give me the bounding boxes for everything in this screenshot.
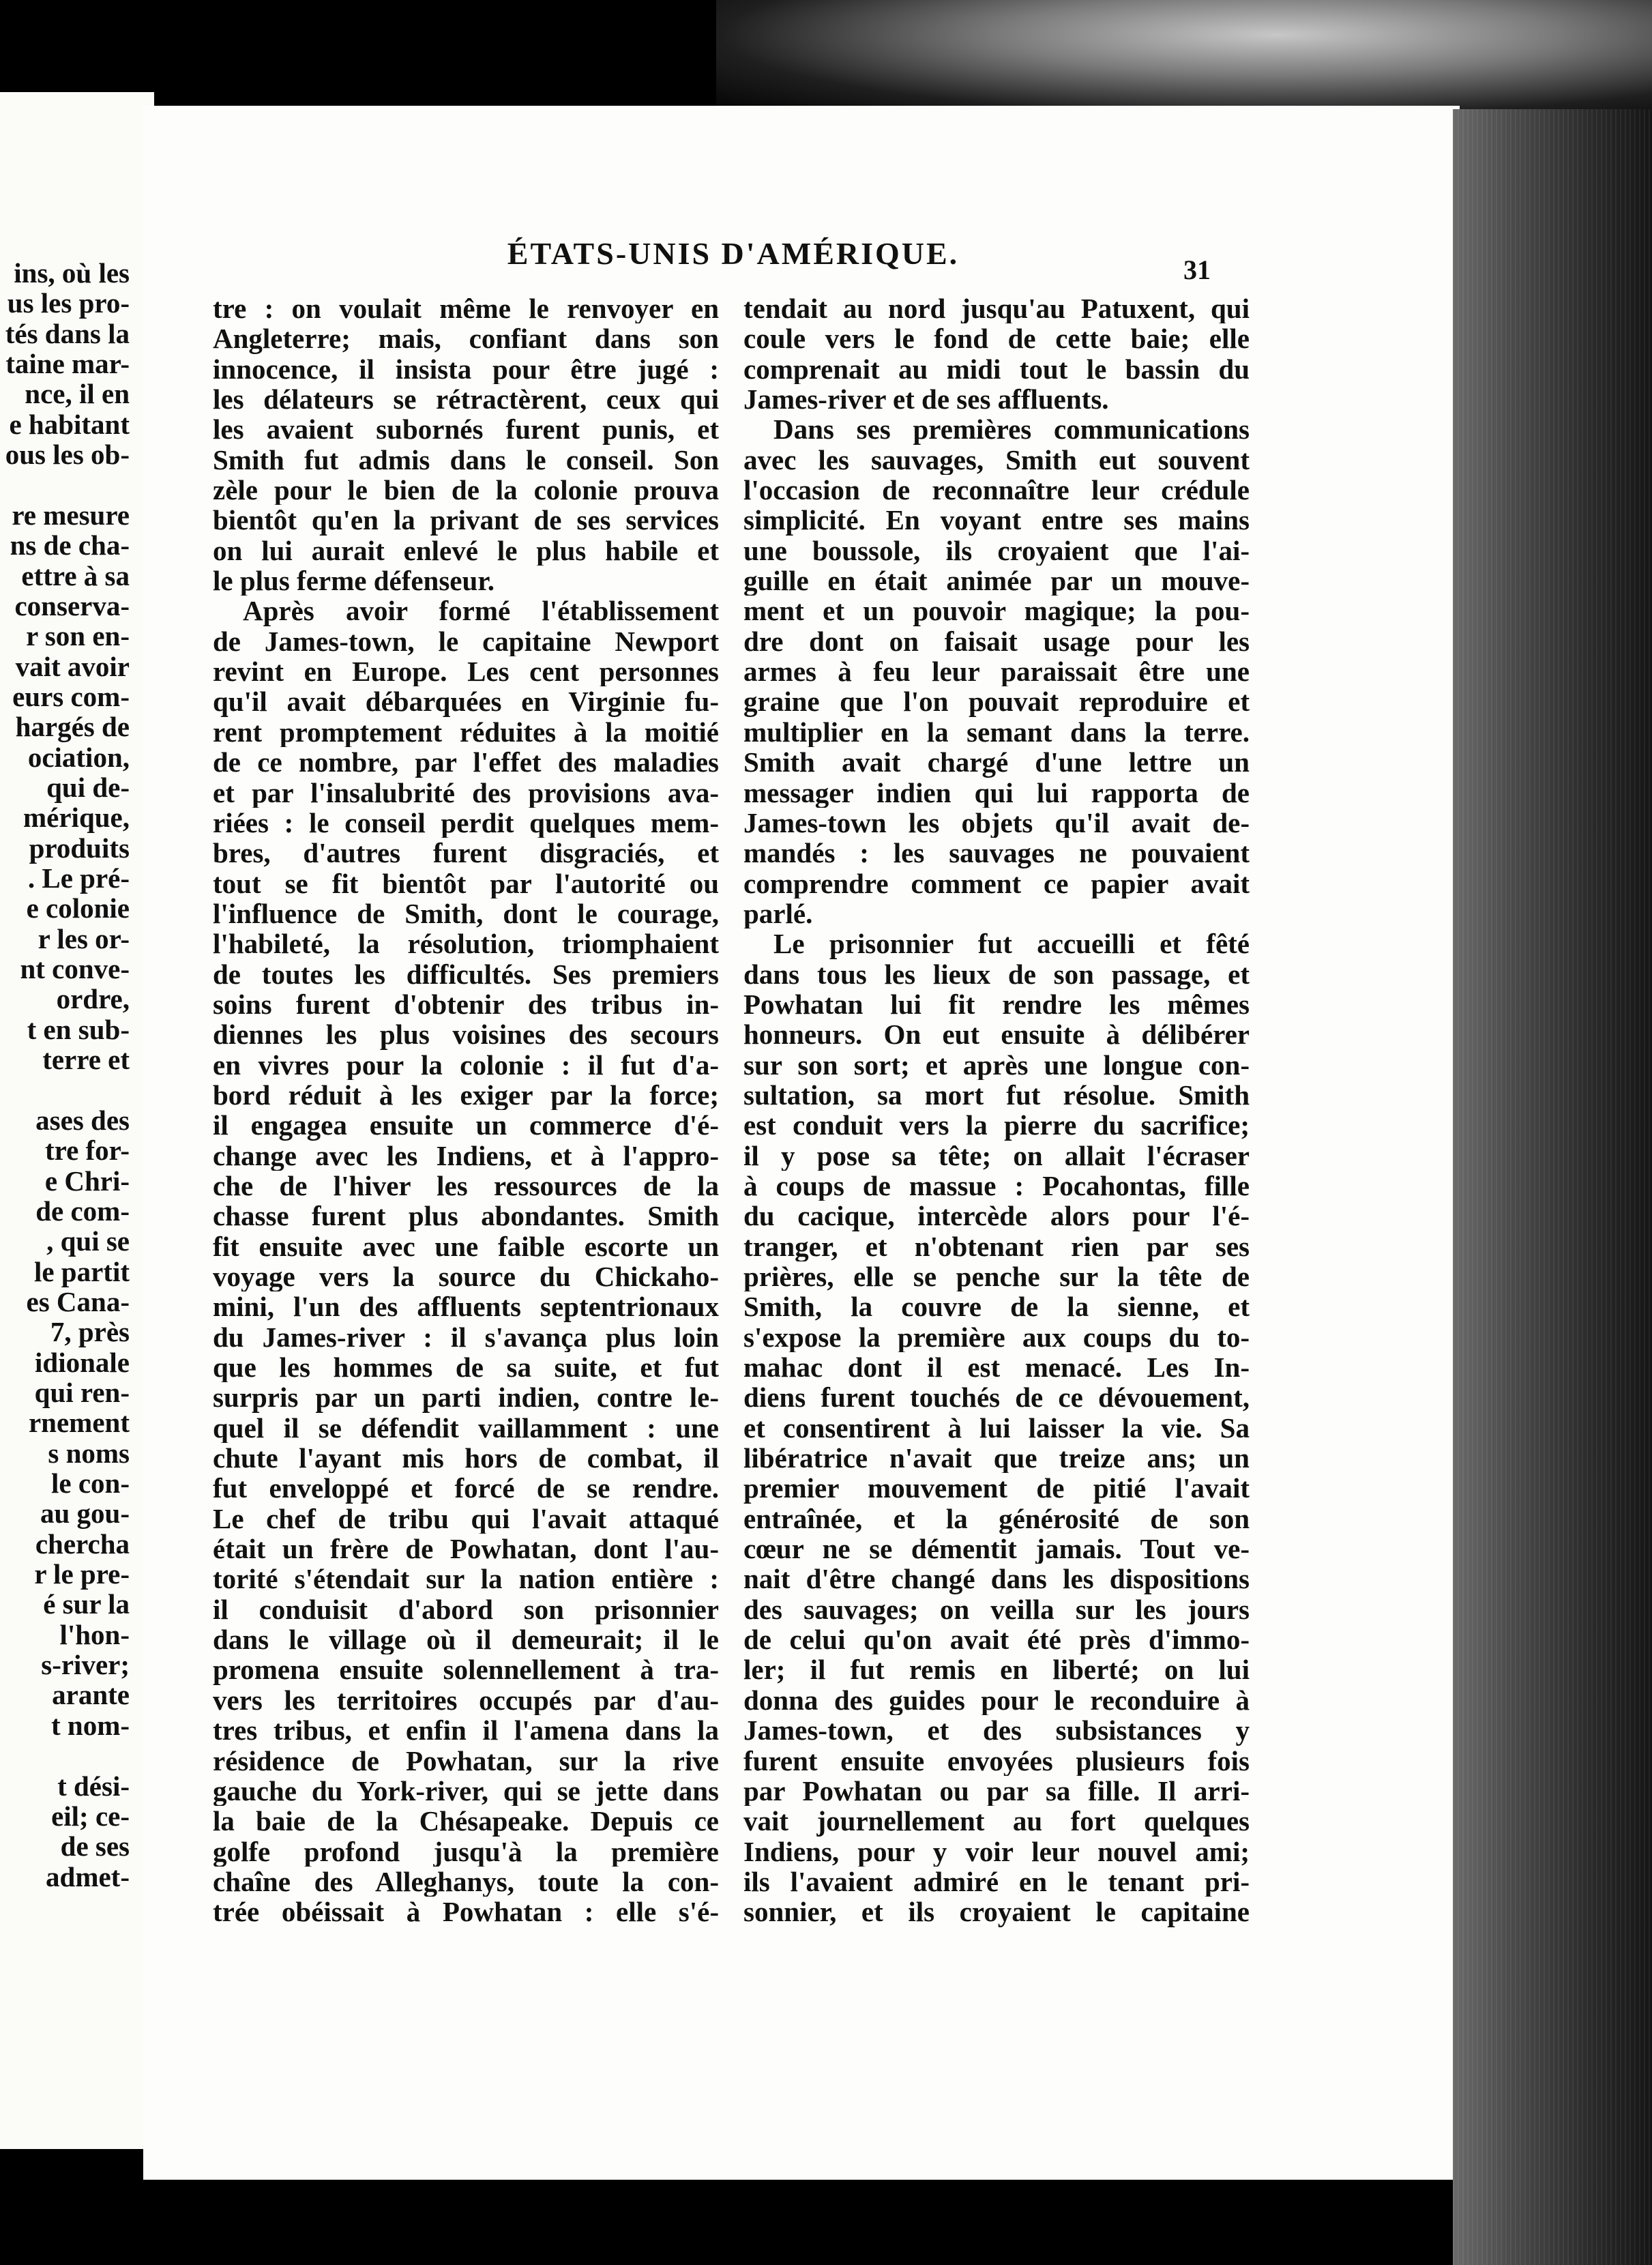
text-line: trée obéissait à Powhatan : elle s'é- — [213, 1897, 719, 1927]
text-line: graine que l'on pouvait reproduire et — [743, 686, 1250, 717]
facing-page-line: l'hon- — [59, 1618, 130, 1650]
facing-page-line: ettre à sa — [21, 559, 130, 591]
facing-page-line: admet- — [46, 1860, 130, 1893]
text-line: Indiens, pour y voir leur nouvel ami; — [743, 1836, 1250, 1867]
text-line: chute l'ayant mis hors de combat, il — [213, 1443, 719, 1474]
text-line: bientôt qu'en la privant de ses services — [213, 505, 719, 536]
text-line: golfe profond jusqu'à la première — [213, 1836, 719, 1867]
facing-page-line: é sur la — [43, 1588, 130, 1620]
facing-page-line: es Cana- — [26, 1285, 130, 1317]
facing-page-line: idionale — [35, 1346, 130, 1378]
text-line: ler; il fut remis en liberté; on lui — [743, 1654, 1250, 1685]
text-line: sonnier, et ils croyaient le capitaine — [743, 1897, 1250, 1927]
text-line: mahac dont il est menacé. Les In- — [743, 1352, 1250, 1383]
text-line: messager indien qui lui rapporta de — [743, 777, 1250, 808]
text-line: James-town, et des subsistances y — [743, 1715, 1250, 1746]
text-line: gauche du York-river, qui se jette dans — [213, 1775, 719, 1807]
facing-page-line: tés dans la — [5, 317, 130, 349]
facing-page-line: vait avoir — [15, 650, 130, 682]
facing-page-line: le partit — [33, 1255, 130, 1287]
facing-page-line: qui ren- — [34, 1376, 130, 1408]
text-line: James-town les objets qu'il avait de- — [743, 807, 1250, 838]
facing-page-line: e colonie — [26, 892, 130, 924]
text-line: change avec les Indiens, et à l'appro- — [213, 1140, 719, 1171]
text-line: ment et un pouvoir magique; la pou- — [743, 596, 1250, 626]
text-line: mini, l'un des affluents septentrionaux — [213, 1291, 719, 1322]
facing-page-line: us les pro- — [7, 287, 130, 319]
text-line: la baie de la Chésapeake. Depuis ce — [213, 1806, 719, 1837]
text-line: s'expose la première aux coups du to- — [743, 1321, 1250, 1353]
text-line: surpris par un parti indien, contre le- — [213, 1382, 719, 1413]
text-line: innocence, il insista pour être jugé : — [213, 353, 719, 385]
text-line: on lui aurait enlevé le plus habile et — [213, 535, 719, 566]
text-line: des sauvages; on veilla sur les jours — [743, 1594, 1250, 1625]
facing-page-line: r son en- — [26, 620, 130, 652]
facing-page-line: au gou- — [40, 1497, 130, 1530]
text-line: parlé. — [743, 898, 813, 929]
text-line: du James-river : il s'avança plus loin — [213, 1321, 719, 1353]
text-line: est conduit vers la pierre du sacrifice; — [743, 1110, 1250, 1141]
text-line: James-river et de ses affluents. — [743, 384, 1109, 415]
text-line: promena ensuite solennellement à tra- — [213, 1654, 719, 1685]
text-line: coule vers le fond de cette baie; elle — [743, 323, 1250, 354]
text-line: tre : on voulait même le renvoyer en — [213, 293, 719, 324]
text-line: ils l'avaient admiré en le tenant pri- — [743, 1866, 1250, 1897]
text-line: nait d'être changé dans les dispositions — [743, 1564, 1250, 1594]
text-line: comprenait au midi tout le bassin du — [743, 353, 1250, 385]
text-line: vers les territoires occupés par d'au- — [213, 1684, 719, 1716]
text-line: mandés : les sauvages ne pouvaient — [743, 838, 1250, 868]
text-line: l'influence de Smith, dont le courage, — [213, 898, 719, 929]
facing-page-line: ociation, — [27, 741, 130, 773]
text-line: et consentirent à lui laisser la vie. Sa — [743, 1412, 1250, 1444]
facing-page-line: t nom- — [50, 1709, 130, 1741]
page-edges-texture — [1453, 109, 1652, 2265]
facing-page-line: r le pre- — [34, 1558, 130, 1590]
text-line: comprendre comment ce papier avait — [743, 868, 1250, 898]
page-number: 31 — [1183, 254, 1211, 285]
text-line: chasse furent plus abondantes. Smith — [213, 1201, 719, 1231]
text-line: tranger, et n'obtenant rien par ses — [743, 1231, 1250, 1261]
facing-page-line: , qui se — [46, 1225, 130, 1257]
text-line: Dans ses premières communications — [773, 414, 1250, 445]
text-line: bord réduit à les exiger par la force; — [213, 1079, 719, 1111]
text-line: simplicité. En voyant entre ses mains — [743, 505, 1250, 536]
text-line: rent promptement réduites à la moitié — [213, 716, 719, 748]
text-line: Smith, la couvre de la sienne, et — [743, 1291, 1250, 1322]
facing-page-line: s noms — [48, 1437, 130, 1469]
text-line: cœur ne se démentit jamais. Tout ve- — [743, 1534, 1250, 1564]
text-column-right — [743, 293, 1250, 1927]
running-head: ÉTATS-UNIS D'AMÉRIQUE. — [507, 236, 960, 271]
facing-page-line: de com- — [35, 1195, 130, 1227]
text-line: donna des guides pour le reconduire à — [743, 1684, 1250, 1716]
text-line: tendait au nord jusqu'au Patuxent, qui — [743, 293, 1250, 324]
text-line: Smith avait chargé d'une lettre un — [743, 747, 1250, 778]
facing-page-line: . Le pré- — [27, 862, 130, 894]
facing-page-line: s-river; — [41, 1649, 130, 1681]
facing-page-line: qui de- — [46, 771, 130, 803]
text-line: les avaient subornés furent punis, et — [213, 414, 719, 445]
facing-page-line: ins, où les — [14, 257, 130, 289]
text-line: à coups de massue : Pocahontas, fille — [743, 1170, 1250, 1201]
text-line: quel il se défendit vaillamment : une — [213, 1412, 719, 1444]
text-line: guille en était animée par un mouve- — [743, 566, 1250, 596]
text-line: chaîne des Alleghanys, toute la con- — [213, 1866, 719, 1897]
text-line: soins furent d'obtenir des tribus in- — [213, 989, 719, 1020]
text-line: l'occasion de reconnaître leur crédule — [743, 475, 1250, 506]
facing-page-line: ous les ob- — [5, 439, 130, 471]
text-line: bres, d'autres furent disgraciés, et — [213, 838, 719, 868]
text-line: Le chef de tribu qui l'avait attaqué — [213, 1503, 719, 1534]
facing-page-line: nt conve- — [20, 953, 130, 985]
facing-page-line: conserva- — [14, 589, 130, 622]
facing-page-line: ases des — [35, 1104, 130, 1136]
text-line: tres tribus, et enfin il l'amena dans la — [213, 1715, 719, 1746]
text-line: libératrice n'avait que treize ans; un — [743, 1443, 1250, 1474]
text-line: sur son sort; et après une longue con- — [743, 1049, 1250, 1080]
text-line: était un frère de Powhatan, dont l'au- — [213, 1534, 719, 1564]
facing-page-line: taine mar- — [5, 348, 130, 380]
facing-page-line: eil; ce- — [51, 1800, 130, 1832]
facing-page-line: chercha — [35, 1528, 130, 1560]
text-line: Angleterre; mais, confiant dans son — [213, 323, 719, 354]
text-line: de celui qu'on avait été près d'immo- — [743, 1624, 1250, 1655]
text-line: diens furent touchés de ce dévouement, — [743, 1382, 1250, 1413]
text-line: il engagea ensuite un commerce d'é- — [213, 1110, 719, 1141]
text-line: Powhatan lui fit rendre les mêmes — [743, 989, 1250, 1020]
text-line: multiplier en la semant dans la terre. — [743, 716, 1250, 748]
text-line: par Powhatan ou par sa fille. Il arri- — [743, 1775, 1250, 1807]
facing-page-line: e habitant — [9, 408, 130, 440]
facing-page-line: t dési- — [57, 1770, 130, 1802]
text-line: l'habileté, la résolution, triomphaient — [213, 929, 719, 959]
text-line: riées : le conseil perdit quelques mem- — [213, 807, 719, 838]
text-line: de ce nombre, par l'effet des maladies — [213, 747, 719, 778]
text-line: Le prisonnier fut accueilli et fêté — [773, 929, 1250, 959]
text-line: che de l'hiver les ressources de la — [213, 1170, 719, 1201]
text-line: en vivres pour la colonie : il fut d'a- — [213, 1049, 719, 1080]
facing-page-line: ns de cha- — [10, 529, 130, 561]
facing-page-line: arante — [52, 1679, 130, 1711]
text-line: le plus ferme défenseur. — [213, 566, 495, 596]
text-line: Après avoir formé l'établissement — [243, 596, 719, 626]
facing-page-line: eurs com- — [12, 680, 130, 712]
text-line: honneurs. On eut ensuite à délibérer — [743, 1019, 1250, 1050]
facing-page-line: e Chri- — [44, 1165, 130, 1197]
facing-page-line: 7, près — [50, 1316, 130, 1348]
facing-page-line: produits — [29, 832, 130, 864]
text-line: sultation, sa mort fut résolue. Smith — [743, 1079, 1250, 1111]
text-line: dre dont on faisait usage pour les — [743, 626, 1250, 657]
text-line: les délateurs se rétractèrent, ceux qui — [213, 384, 719, 415]
text-line: avec les sauvages, Smith eut souvent — [743, 444, 1250, 476]
text-line: qu'il avait débarquées en Virginie fu- — [213, 686, 719, 717]
text-line: fut enveloppé et forcé de se rendre. — [213, 1473, 719, 1504]
text-line: il conduisit d'abord son prisonnier — [213, 1594, 719, 1625]
text-line: torité s'étendait sur la nation entière : — [213, 1564, 719, 1594]
text-line: revint en Europe. Les cent personnes — [213, 656, 719, 687]
text-line: de James-town, le capitaine Newport — [213, 626, 719, 657]
text-line: il y pose sa tête; on allait l'écraser — [743, 1140, 1250, 1171]
text-line: vait journellement au fort quelques — [743, 1806, 1250, 1837]
facing-page-line: mérique, — [23, 802, 130, 834]
text-line: entraînée, et la générosité de son — [743, 1503, 1250, 1534]
facing-page-line: le con- — [51, 1467, 130, 1499]
text-line: diennes les plus voisines des secours — [213, 1019, 719, 1050]
facing-page-line: tre for- — [44, 1135, 130, 1167]
text-line: armes à feu leur paraissait être une — [743, 656, 1250, 687]
facing-page-line: rnement — [28, 1407, 130, 1439]
text-line: prières, elle se penche sur la tête de — [743, 1261, 1250, 1292]
facing-page-line: r les or- — [38, 922, 130, 954]
text-line: premier mouvement de pitié l'avait — [743, 1473, 1250, 1504]
scan-glare — [716, 0, 1652, 116]
facing-page-fragment — [0, 92, 154, 2149]
text-line: du cacique, intercède alors pour l'é- — [743, 1201, 1250, 1231]
text-line: et par l'insalubrité des provisions ava- — [213, 777, 719, 808]
text-line: Smith fut admis dans le conseil. Son — [213, 444, 719, 476]
facing-page-line: t en sub- — [27, 1013, 130, 1045]
facing-page-line: de ses — [60, 1830, 130, 1862]
text-line: furent ensuite envoyées plusieurs fois — [743, 1745, 1250, 1776]
text-line: zèle pour le bien de la colonie prouva — [213, 475, 719, 506]
facing-page-line: hargés de — [15, 711, 130, 743]
text-line: une boussole, ils croyaient que l'ai- — [743, 535, 1250, 566]
text-line: de toutes les difficultés. Ses premiers — [213, 959, 719, 989]
text-line: fit ensuite avec une faible escorte un — [213, 1231, 719, 1261]
facing-page-line: re mesure — [12, 499, 130, 531]
text-line: dans le village où il demeurait; il le — [213, 1624, 719, 1655]
text-line: tout se fit bientôt par l'autorité ou — [213, 868, 719, 898]
facing-page-line: terre et — [42, 1044, 130, 1076]
facing-page-line: nce, il en — [25, 378, 130, 410]
text-line: que les hommes de sa suite, et fut — [213, 1352, 719, 1383]
facing-page-line: ordre, — [56, 983, 130, 1015]
text-line: voyage vers la source du Chickaho- — [213, 1261, 719, 1292]
text-column-left — [213, 293, 719, 1927]
text-line: dans tous les lieux de son passage, et — [743, 959, 1250, 989]
text-line: résidence de Powhatan, sur la rive — [213, 1745, 719, 1776]
